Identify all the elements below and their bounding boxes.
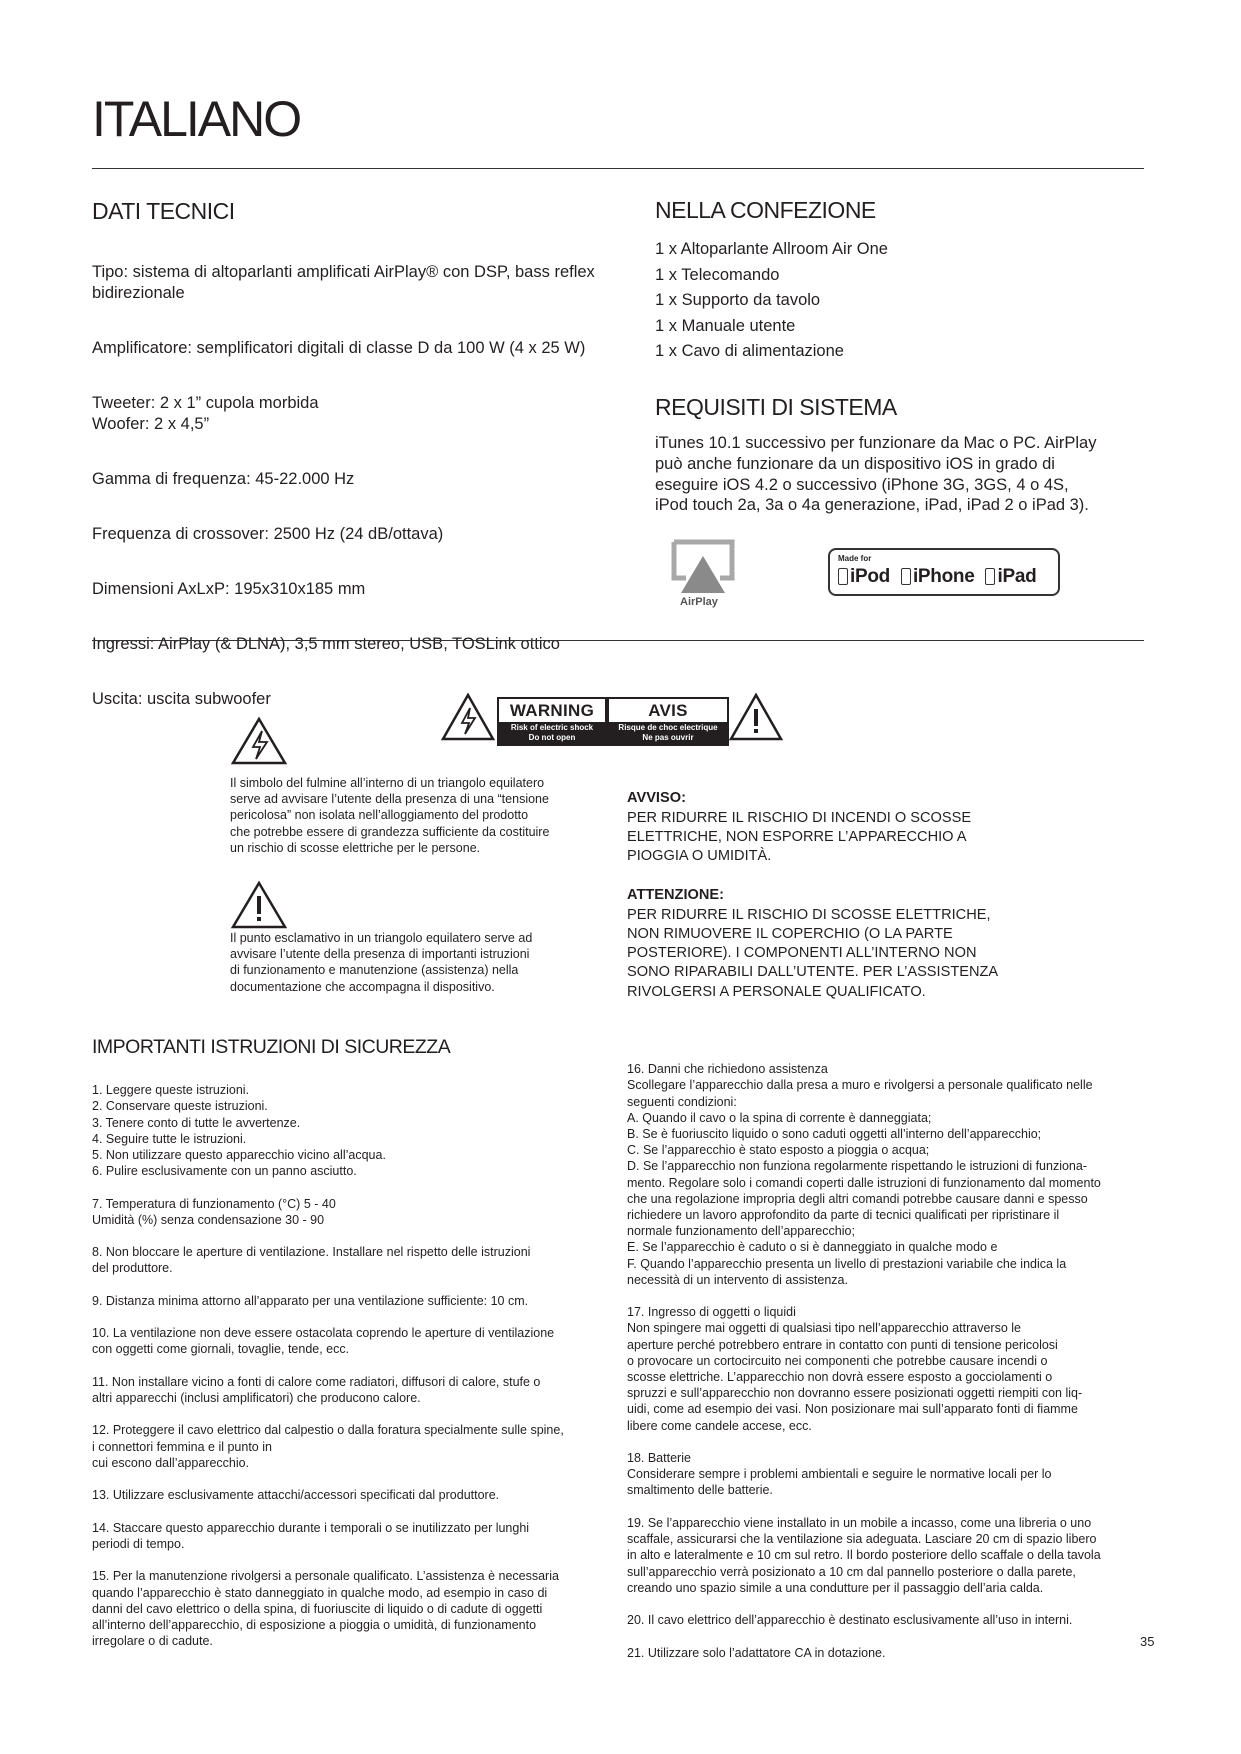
requirements-line: eseguire iOS 4.2 o successivo (iPhone 3G, 3GS, 4 o 4S, [655,475,1069,494]
attenzione-notice [627,867,1027,1021]
spec-inputs: Ingressi: AirPlay (& DLNA), 3,5 mm stereo, USB, TOSLink ottico [92,635,560,653]
safety-item: 1. Leggere queste istruzioni. 2. Conservare queste istruzioni. 3. Tenere conto di tutte le avvertenze. 4. Seguire tutte le istruzioni. 5. Non utilizzare questo apparecchio vicino all’acqua. 6. Pulire esclusivamente con un panno asciutto. [92,1083,386,1179]
warning-sub-line: Do not open [528,733,576,742]
made-for-badge [828,548,1060,596]
spec-type: Tipo: sistema di altoparlanti amplificati AirPlay® con DSP, bass reflex bidirezionale [92,263,595,302]
safety-item: 14. Staccare questo apparecchio durante i temporali o se inutilizzato per lunghi periodi di tempo. [92,1520,530,1551]
badge-ipod: iPod [850,566,890,587]
made-for-label: Made for [838,554,872,563]
avviso-title: AVVISO: [627,790,686,807]
exclamation-triangle-icon [230,880,288,930]
spec-amplifier: Amplificatore: semplificatori digitali di classe D da 100 W (4 x 25 W) [92,339,586,357]
requirements-line: iPod touch 2a, 3a o 4a generazione, iPad, iPad 2 o iPad 3). [655,496,1089,515]
safety-item: 12. Proteggere il cavo elettrico dal calpestio o dalla foratura specialmente sulle spine, i connettori femmina e il punto in cui escono dall’apparecchio. [92,1423,564,1470]
avis-subtitle [609,722,727,744]
lightning-symbol-text: Il simbolo del fulmine all’interno di un triangolo equilatero serve ad avvisare l’utente della presenza di una “tensione pericolosa” non isolata nell’alloggiamento del prodotto che potrebbe essere di grandezza sufficiente da costituire un rischio di scosse elettriche per le persone. [230,776,550,855]
safety-item: 7. Temperatura di funzionamento (°C) 5 - 40 Umidità (%) senza condensazione 30 - 90 [92,1196,336,1227]
airplay-icon [668,538,738,596]
airplay-logo [668,538,738,614]
safety-item: 17. Ingresso di oggetti o liquidi Non spingere mai oggetti di qualsiasi tipo nell’apparecchio attraverso le aperture perché potrebbero entrare in contatto con punti di tensione pericolosi o provocare un cortocircuito nei componenti che potrebbe causare incendi o scosse elettriche. L’apparecchio non dovrà essere esposto a gocciolamenti o spruzzi e sull’apparecchio non dovranno essere posizionati oggetti riempiti con liq- uidi, come ad esempio dei vasi. Non posizionare mai sull’apparato fonti di fiamme libere come candele accese, ecc. [627,1305,1083,1433]
spec-crossover: Frequenza di crossover: 2500 Hz (24 dB/ottava) [92,525,444,543]
requirements-line: può anche funzionare da un dispositivo iOS in grado di [655,454,1055,473]
avis-sub-line: Ne pas ouvrir [642,733,694,742]
spec-drivers: Tweeter: 2 x 1” cupola morbida Woofer: 2 x 4,5” [92,394,319,433]
ipad-icon [985,568,995,585]
top-divider [92,168,1144,169]
safety-item: 10. La ventilazione non deve essere ostacolata coprendo le aperture di ventilazione con oggetti come giornali, tovaglie, tende, ecc. [92,1326,555,1357]
avis-sub-line: Risque de choc electrique [618,723,718,732]
attenzione-text: PER RIDURRE IL RISCHIO DI SCOSSE ELETTRICHE, NON RIMUOVERE IL COPERCHIO (O LA PARTE POSTERIORE). I COMPONENTI ALL’INTERNO NON SONO RIPARABILI DALL’UTENTE. PER L’ASSISTENZA RIVOLGERSI A PERSONALE QUALIFICATO. [627,906,999,1000]
safety-item: 20. Il cavo elettrico dell’apparecchio è destinato esclusivamente all’uso in interni. [627,1613,1073,1628]
avis-title: AVIS [648,701,688,720]
safety-item: 11. Non installare vicino a fonti di calore come radiatori, diffusori di calore, stufe o altri apparecchi (inclusi amplificatori) che producono calore. [92,1374,541,1406]
exclamation-symbol-text: Il punto esclamativo in un triangolo equilatero serve ad avvisare l’utente della presenza di importanti istruzioni di funzionamento e manutenzione (assistenza) nella documentazione che accompagna il dispositivo. [230,931,533,994]
list-item: 1 x Altoparlante Allroom Air One [655,240,888,258]
middle-divider [92,640,1144,641]
exclamation-warning-triangle-icon [728,692,784,742]
box-contents-list [655,237,888,365]
list-item: 1 x Telecomando [655,265,780,284]
safety-list-left [92,1066,612,1666]
safety-item: 13. Utilizzare esclusivamente attacchi/accessori specificati dal produttore. [92,1488,500,1503]
safety-item: 19. Se l’apparecchio viene installato in un mobile a incasso, come una libreria o uno scaffale, assicurarsi che la ventilazione sia adeguata. Lasciare 20 cm di spazio libero in alto e lateralmente e 10 cm sul retro. Il bordo posteriore dello scaffale o della tavola sull’apparecchio verrà posizionato a 10 cm dal pannello posteriore o dalla parete, creando uno spazio simile a una condutture per il passaggio dell’aria calda. [627,1515,1101,1595]
warning-subtitle [499,722,605,744]
requirements-line: iTunes 10.1 successivo per funzionare da Mac o PC. AirPlay [655,434,1097,452]
safety-list-right [627,1045,1147,1677]
iphone-icon [901,568,911,585]
safety-item: 21. Utilizzare solo l’adattatore CA in dotazione. [627,1645,886,1660]
spec-frequency-range: Gamma di frequenza: 45-22.000 Hz [92,470,355,488]
requirements-text [655,433,1135,516]
shock-warning-triangle-icon [440,692,496,742]
page-number: 35 [1140,1634,1155,1649]
list-item: 1 x Manuale utente [655,316,796,335]
avis-label [607,697,729,746]
safety-item: 8. Non bloccare le aperture di ventilazione. Installare nel rispetto delle istruzioni del produttore. [92,1245,531,1276]
airplay-label: AirPlay [680,596,718,608]
list-item: 1 x Cavo di alimentazione [655,342,844,361]
page-title: ITALIANO [92,91,301,147]
specs-list [92,244,652,744]
badge-iphone: iPhone [912,566,975,587]
attenzione-title: ATTENZIONE: [627,887,725,904]
ipod-icon [838,568,848,585]
list-item: 1 x Supporto da tavolo [655,291,821,310]
box-contents-heading: NELLA CONFEZIONE [655,197,876,223]
badge-ipad: iPad [997,566,1037,587]
safety-item: 18. Batterie Considerare sempre i problemi ambientali e seguire le normative locali per lo smaltimento delle batterie. [627,1451,1052,1498]
safety-heading: IMPORTANTI ISTRUZIONI DI SICUREZZA [92,1036,451,1058]
safety-item: 9. Distanza minima attorno all’apparato per una ventilazione sufficiente: 10 cm. [92,1293,529,1308]
specs-heading: DATI TECNICI [92,198,235,224]
warning-title: WARNING [509,701,595,720]
safety-item: 16. Danni che richiedono assistenza Scollegare l’apparecchio dalla presa a muro e rivolgersi a personale qualificato nelle seguenti condizioni: A. Quando il cavo o la spina di corrente è danneggiata; B. Se è fuoriuscito liquido o sono caduti oggetti all’interno dell’apparecchio; C. Se l’apparecchio è stato esposto a pioggia o acqua; D. Se l’apparecchio non funziona regolarmente rispettando le istruzioni di funziona- mento. Regolare solo i comandi coperti dalle istruzioni di funzionamento dal momento che una regolazione impropria degli altri comandi potrebbe causare danni e spesso richiedere un lavoro approfondito da parte di tecnici qualificati per ripristinare il normale funzionamento dell’apparecchio; E. Se l’apparecchio è caduto o si è danneggiato in qualche modo e F. Quando l’apparecchio presenta un livello di prestazioni variabile che indica la necessità di un intervento di assistenza. [627,1062,1101,1287]
warning-label [497,697,607,746]
avviso-text: PER RIDURRE IL RISCHIO DI INCENDI O SCOSSE ELETTRICHE, NON ESPORRE L’APPARECCHIO A PIOGGIA O UMIDITÀ. [627,809,972,865]
lightning-triangle-icon [230,716,288,766]
spec-dimensions: Dimensioni AxLxP: 195x310x185 mm [92,580,366,598]
safety-item: 15. Per la manutenzione rivolgersi a personale qualificato. L’assistenza è necessaria quando l’apparecchio è stato danneggiato in qualche modo, ad esempio in caso di danni del cavo elettrico o della spina, di fuoriuscite di liquido o di cadute di oggetti all’interno dell’apparecchio, di esposizione a pioggia o umidità, di funzionamento irregolare o di cadute. [92,1569,559,1649]
warning-sub-line: Risk of electric shock [510,723,594,732]
spec-output: Uscita: uscita subwoofer [92,690,271,708]
requirements-heading: REQUISITI DI SISTEMA [655,394,897,420]
